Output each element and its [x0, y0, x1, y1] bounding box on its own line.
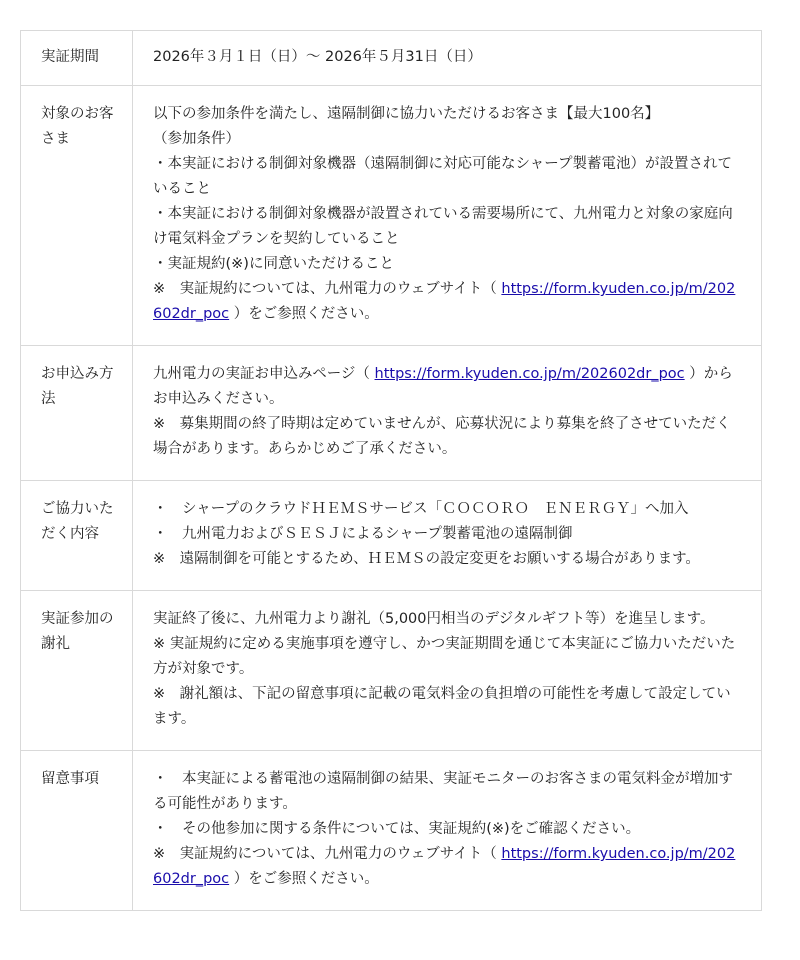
- conditions-heading: （参加条件）: [153, 131, 240, 147]
- row-content-reward: [133, 591, 762, 751]
- reward-note-amount: ※ 謝礼額は、下記の留意事項に記載の電気料金の負担増の可能性を考慮して設定しています。: [153, 686, 731, 727]
- program-details-table: [20, 30, 762, 911]
- row-content-application: [133, 346, 762, 481]
- terms-note-suffix: ）をご参照ください。: [229, 306, 379, 322]
- reward-description: 実証終了後に、九州電力より謝礼（5,000円相当のデジタルギフト等）を進呈します。: [153, 611, 715, 627]
- condition-agreement: ・実証規約(※)に同意いただけること: [153, 256, 394, 272]
- application-suffix: ）からお申込みください。: [153, 366, 733, 407]
- table-row-notes: [21, 751, 762, 911]
- period-text: 2026年３月１日（日）～ 2026年５月31日（日）: [153, 49, 482, 65]
- notes-terms-link[interactable]: https://form.kyuden.co.jp/m/202602dr_poc: [153, 846, 736, 887]
- table-row-eligible-customers: [21, 86, 762, 346]
- notes-terms-note: [153, 842, 743, 892]
- row-label-notes: 留意事項: [21, 751, 133, 911]
- table-row-reward: [21, 591, 762, 751]
- row-label-application: お申込み方法: [21, 346, 133, 481]
- row-label-eligible-customers: 対象のお客さま: [21, 86, 133, 346]
- row-label-cooperation: ご協力いただく内容: [21, 481, 133, 591]
- application-prefix: 九州電力の実証お申込みページ（: [153, 366, 375, 382]
- terms-link[interactable]: https://form.kyuden.co.jp/m/202602dr_poc: [153, 281, 736, 322]
- row-label-period: 実証期間: [21, 31, 133, 86]
- note-electricity-cost: ・ 本実証による蓄電池の遠隔制御の結果、実証モニターのお客さまの電気料金が増加する可能性があります。: [153, 771, 733, 812]
- note-other-conditions: ・ その他参加に関する条件については、実証規約(※)をご確認ください。: [153, 821, 641, 837]
- table-row-period: [21, 31, 762, 86]
- reward-note-eligibility: ※ 実証規約に定める実施事項を遵守し、かつ実証期間を通じて本実証にご協力いただいた方が対象です。: [153, 636, 736, 677]
- program-details-table-wrapper: [20, 30, 762, 911]
- application-instructions: [153, 362, 743, 412]
- notes-terms-prefix: ※ 実証規約については、九州電力のウェブサイト（: [153, 846, 502, 862]
- row-content-eligible-customers: [133, 86, 762, 346]
- application-link[interactable]: https://form.kyuden.co.jp/m/202602dr_poc: [374, 366, 685, 382]
- row-content-notes: [133, 751, 762, 911]
- notes-terms-suffix: ）をご参照ください。: [229, 871, 379, 887]
- eligibility-intro: 以下の参加条件を満たし、遠隔制御に協力いただけるお客さま【最大100名】: [153, 106, 660, 122]
- cooperation-item-remote-control: ・ 九州電力およびＳＥＳＪによるシャープ製蓄電池の遠隔制御: [153, 526, 573, 542]
- cooperation-item-hems: ・ シャープのクラウドＨＥＭＳサービス「ＣＯＣＯＲＯ ＥＮＥＲＧＹ」へ加入: [153, 501, 689, 517]
- condition-contract: ・本実証における制御対象機器が設置されている需要場所にて、九州電力と対象の家庭向け電気料金プランを契約していること: [153, 206, 733, 247]
- terms-note: [153, 277, 743, 327]
- application-note: ※ 募集期間の終了時期は定めていませんが、応募状況により募集を終了させていただく場合があります。あらかじめご了承ください。: [153, 416, 731, 457]
- row-label-reward: 実証参加の謝礼: [21, 591, 133, 751]
- condition-device-installed: ・本実証における制御対象機器（遠隔制御に対応可能なシャープ製蓄電池）が設置されていること: [153, 156, 732, 197]
- table-row-cooperation: [21, 481, 762, 591]
- row-content-cooperation: [133, 481, 762, 591]
- table-row-application: [21, 346, 762, 481]
- terms-note-prefix: ※ 実証規約については、九州電力のウェブサイト（: [153, 281, 502, 297]
- cooperation-note: ※ 遠隔制御を可能とするため、ＨＥＭＳの設定変更をお願いする場合があります。: [153, 551, 700, 567]
- row-content-period: [133, 31, 762, 86]
